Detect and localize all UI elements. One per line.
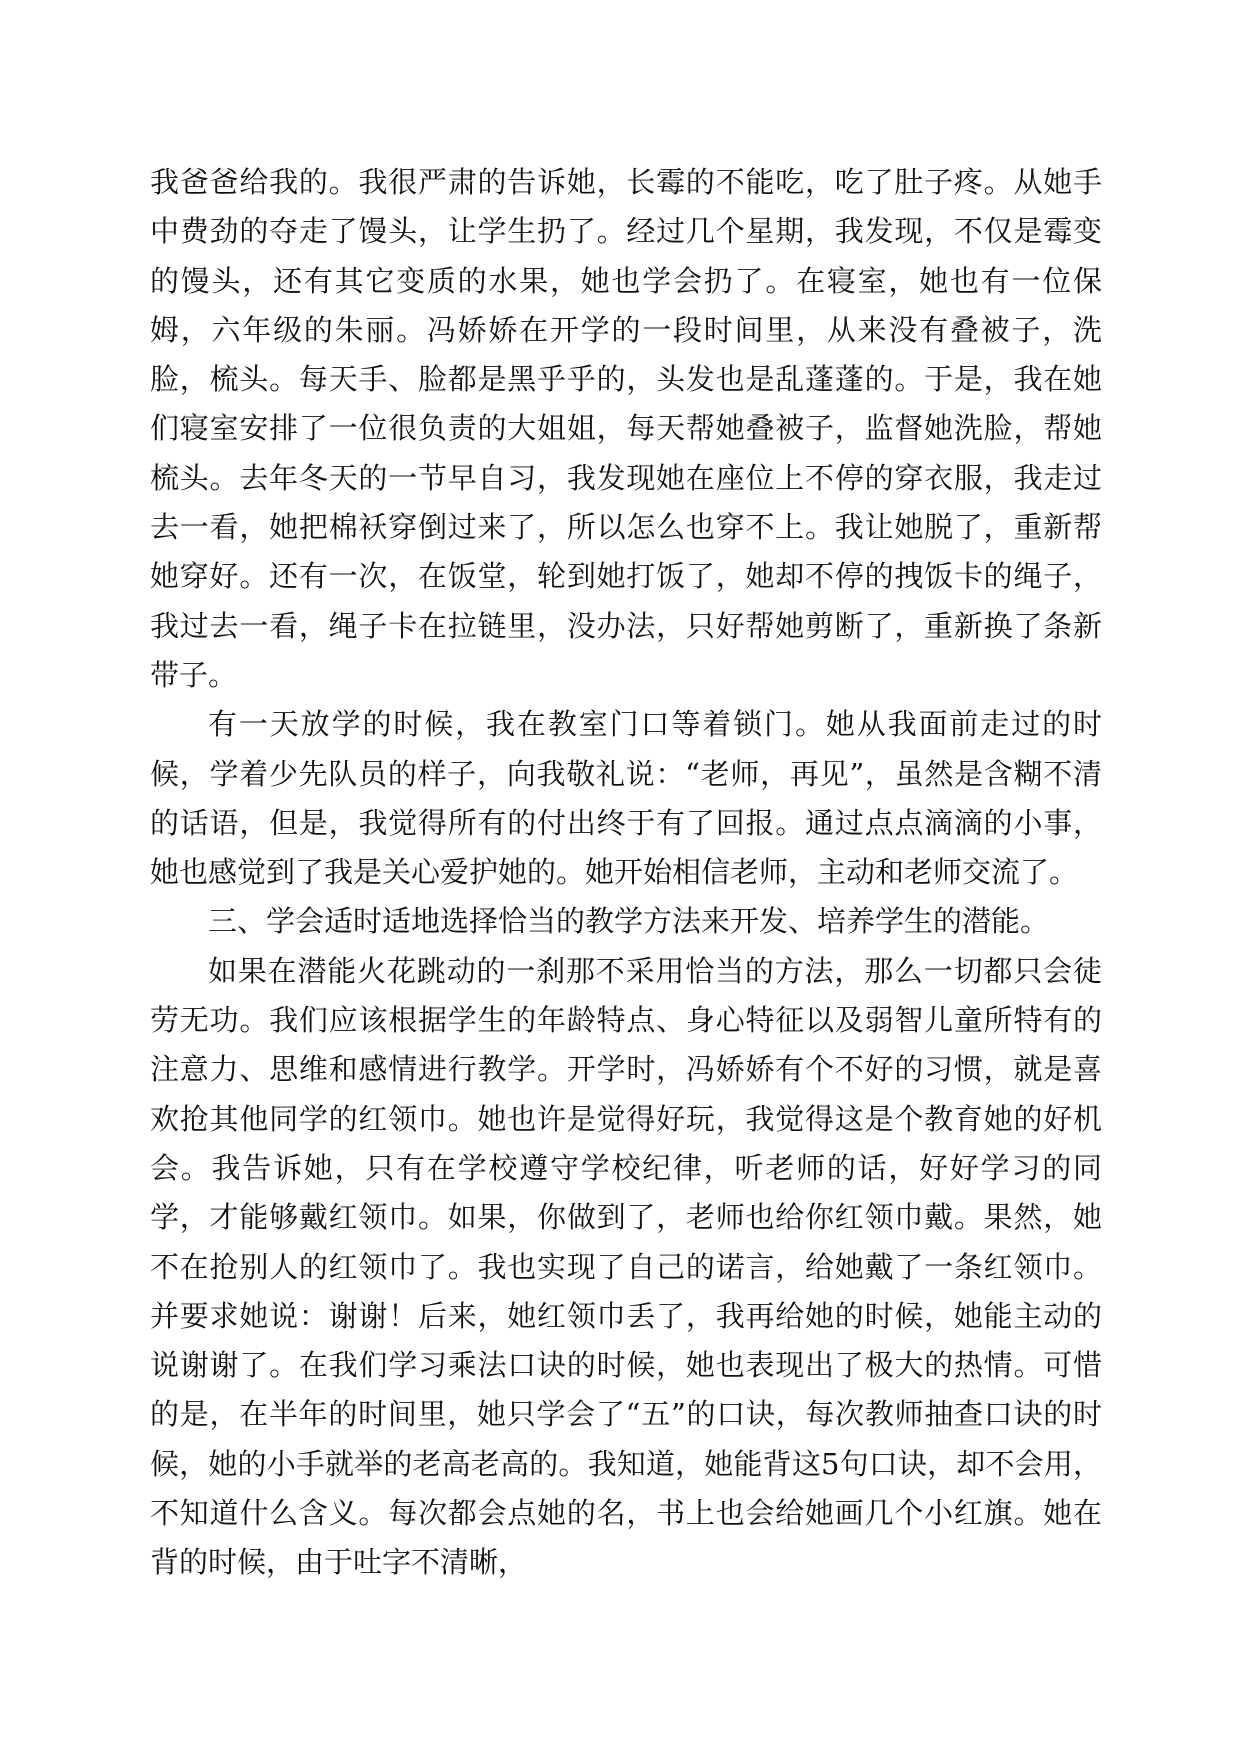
section-heading-3: 三、学会适时适地选择恰当的教学方法来开发、培养学生的潜能。 (208, 904, 1050, 939)
paragraph-4: 如果在潜能火花跳动的一刹那不采用恰当的方法，那么一切都只会徒劳无功。我们应该根据学生的年龄特点、身心特征以及弱智儿童所特有的注意力、思维和感情进行教学。开学时，冯娇娇有个不好的习惯，就是喜欢抢其他同学的红领巾。她也许是觉得好玩，我觉得这是个教育她的好机会。我告诉她，只有在学校遵守学校纪律，听老师的话，好好学习的同学，才能够戴红领巾。如果，你做到了，老师也给你红领巾戴。果然，她不在抢别人的红领巾了。我也实现了自己的诺言，给她戴了一条红领巾。并要求她说：谢谢！后来，她红领巾丢了，我再给她的时候，她能主动的说谢谢了。在我们学习乘法口诀的时候，她也表现出了极大的热情。可惜的是，在半年的时间里，她只学会了“五”的口诀，每次教师抽查口诀的时候，她的小手就举的老高老高的。我知道，她能背这5句口诀，却不会用，不知道什么含义。每次都会点她的名，书上也会给她画几个小红旗。她在背的时候，由于吐字不清晰， (150, 953, 1102, 1580)
paragraph-2: 有一天放学的时候，我在教室门口等着锁门。她从我面前走过的时候，学着少先队员的样子，向我敬礼说：“老师，再见”，虽然是含糊不清的话语，但是，我觉得所有的付出终于有了回报。通过点点滴滴的小事，她也感觉到了我是关心爱护她的。她开始相信老师，主动和老师交流了。 (150, 707, 1102, 890)
document-page (150, 158, 1102, 1588)
paragraph-1: 我爸爸给我的。我很严肃的告诉她，长霉的不能吃，吃了肚子疼。从她手中费劲的夺走了馒头，让学生扔了。经过几个星期，我发现，不仅是霉变的馒头，还有其它变质的水果，她也学会扔了。在寝室，她也有一位保姆，六年级的朱丽。冯娇娇在开学的一段时间里，从来没有叠被子，洗脸，梳头。每天手、脸都是黑乎乎的，头发也是乱蓬蓬的。于是，我在她们寝室安排了一位很负责的大姐姐，每天帮她叠被子，监督她洗脸，帮她梳头。去年冬天的一节早自习，我发现她在座位上不停的穿衣服，我走过去一看，她把棉袄穿倒过来了，所以怎么也穿不上。我让她脱了，重新帮她穿好。还有一次，在饭堂，轮到她打饭了，她却不停的拽饭卡的绳子，我过去一看，绳子卡在拉链里，没办法，只好帮她剪断了，重新换了条新带子。 (150, 165, 1102, 692)
